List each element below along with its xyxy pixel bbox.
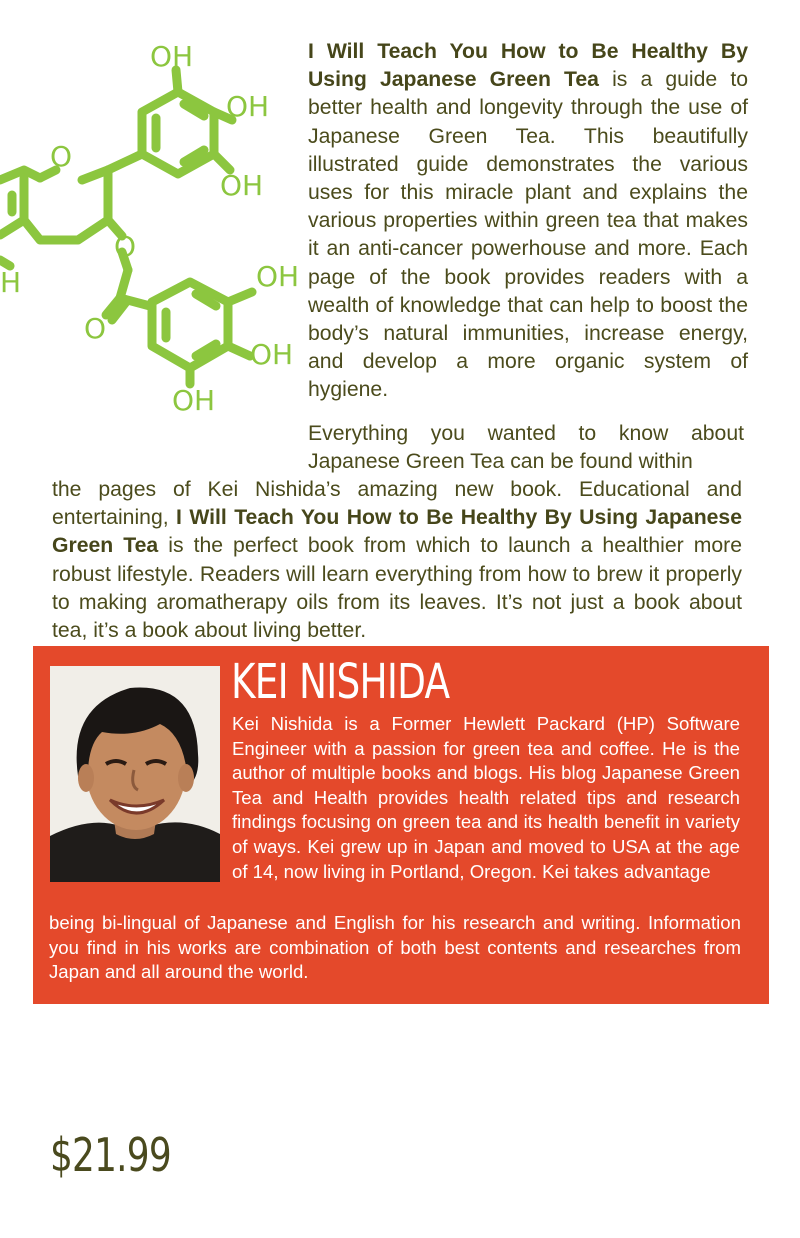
description-text: is a guide to better health and longevity through the use of Japanese Green Tea. This beautifully illustrated guide demonstrates the various uses for this miracle plant and explains the various properties within green tea that makes it an anti-cancer powerhouse and more. Each page of the book provides readers with a wealth of knowledge that can help to boost the body’s natural immunities, increase energy, and develop a more organic system of hygiene. [308,68,748,402]
catechin-molecule-illustration [0,30,310,420]
h-label: H [0,266,22,299]
oh-label: OH [150,40,194,73]
author-photo [50,666,220,882]
summary-text: the pages of Kei Nishida’s amazing new book. Educational and entertaining, [52,478,742,530]
author-name-heading: KEI NISHIDA [231,654,450,710]
oh-label: OH [220,169,264,202]
carbonyl-oxygen-label: O [84,312,107,345]
oh-label: OH [172,384,216,417]
book-title-bold: I Will Teach You How to Be Healthy By Using Japanese Green Tea [308,40,748,92]
oh-label: OH [250,338,294,371]
ester-oxygen-label: O [114,230,137,263]
book-title-bold: I Will Teach You How to Be Healthy By Using Japanese Green Tea [52,506,742,558]
summary-paragraph [52,476,742,645]
summary-paragraph-start: Everything you wanted to know about Japanese Green Tea can be found within [308,422,744,474]
ring-oxygen-label: O [50,140,73,173]
book-price: $21.99 [50,1128,171,1182]
summary-text-end: is the perfect book from which to launch a healthier more robust lifestyle. Readers will learn everything from how to brew it properly to making aromatherapy oils from its leaves. It’s not just a book about tea, it’s a book about living better. [52,534,742,643]
oh-label: OH [226,90,270,123]
author-bio-panel [33,646,769,1004]
book-description-paragraph [308,38,748,405]
author-bio-text: Kei Nishida is a Former Hewlett Packard (HP) Software Engineer with a passion for green tea and coffee. He is the author of multiple books and blogs. His blog Japanese Green Tea and Health provides health related tips and research findings focusing on green tea and its health benefit in variety of ways. Kei grew up in Japan and moved to USA at the age of 14, now living in Portland, Oregon. Kei takes advantage [232,713,740,882]
author-bio-text-continued: being bi-lingual of Japanese and English for his research and writing. Information you find in his works are combination of both best contents and researches from Japan and all around the world. [49,912,741,983]
oh-label: OH [256,260,300,293]
